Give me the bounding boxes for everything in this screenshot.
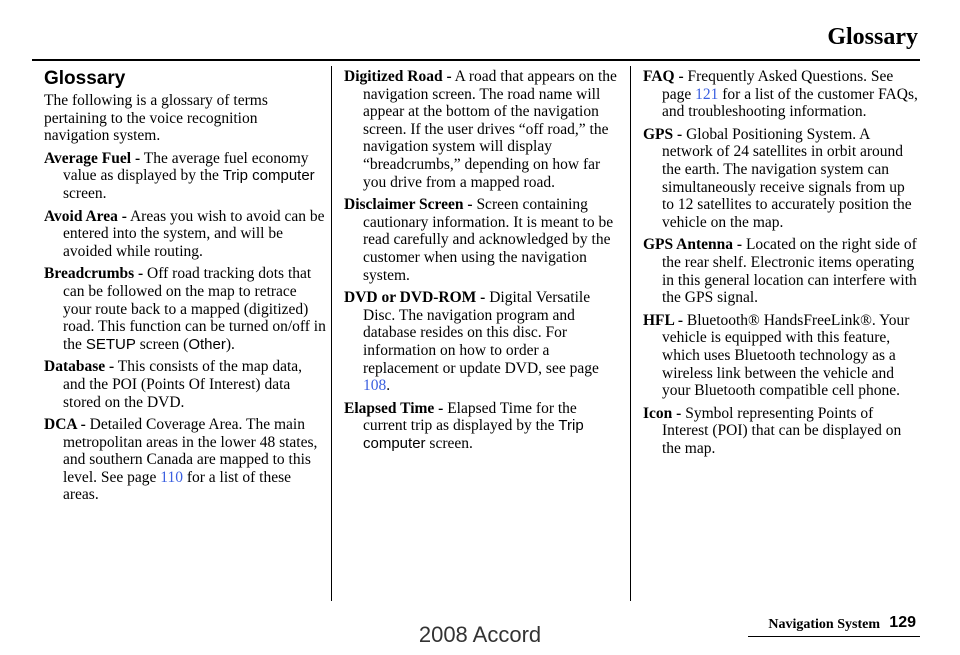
glossary-term: Disclaimer Screen - bbox=[344, 196, 473, 214]
glossary-term: Elapsed Time - bbox=[344, 399, 444, 417]
glossary-term: DCA - bbox=[44, 416, 86, 434]
column-divider-1 bbox=[331, 66, 332, 601]
glossary-entry-icon bbox=[643, 405, 918, 458]
ui-screen-name: Trip computer bbox=[222, 167, 315, 185]
glossary-entry-faq bbox=[643, 68, 918, 121]
glossary-term: DVD or DVD-ROM - bbox=[344, 289, 486, 307]
glossary-term: GPS - bbox=[643, 125, 683, 143]
column-divider-2 bbox=[630, 66, 631, 601]
glossary-term: FAQ - bbox=[643, 68, 684, 85]
page-header-title: Glossary bbox=[827, 24, 918, 50]
watermark: 2008 Accord bbox=[418, 622, 542, 647]
glossary-entry-digitized-road bbox=[344, 68, 620, 191]
definition-text: screen. bbox=[425, 434, 473, 452]
column-1 bbox=[44, 68, 326, 509]
intro-paragraph: The following is a glossary of terms pertaining to the voice recognition navigation system. bbox=[44, 92, 268, 145]
definition-text: screen. bbox=[63, 184, 107, 202]
ui-screen-name: SETUP bbox=[85, 335, 136, 353]
ui-screen-name: Other bbox=[188, 335, 226, 353]
glossary-entry-dca bbox=[44, 416, 326, 504]
definition-text: for a list of these areas. bbox=[63, 468, 291, 504]
definition-text: Off road tracking dots that can be followed on the map to retrace your route back to a mapped (digitized) road. This function can be turned on/off in the bbox=[63, 265, 326, 353]
column-3 bbox=[643, 68, 918, 462]
definition-text: Bluetooth® HandsFreeLink®. Your vehicle is equipped with this feature, which uses Bluetooth technology as a wireless link between the vehicle and your Bluetooth compatible cell phone. bbox=[662, 311, 910, 400]
glossary-term: Avoid Area - bbox=[44, 207, 127, 225]
section-heading: Glossary bbox=[44, 68, 126, 89]
definition-text: A road that appears on the navigation screen. The road name will appear at the bottom of the navigation screen. If the user drives “off road,” the navigation system will display “breadcrumbs,” depending on how far you drive from a mapped road. bbox=[363, 68, 617, 191]
definition-text: Detailed Coverage Area. The main metropolitan areas in the lower 48 states, and southern Canada are mapped to this level. See page bbox=[63, 416, 318, 486]
definition-text: Areas you wish to avoid can be entered into the system, and will be avoided while routing. bbox=[63, 207, 325, 260]
glossary-entry-dvd bbox=[344, 289, 620, 395]
definition-text: Elapsed Time for the current trip as displayed by the bbox=[363, 399, 577, 435]
page-link-108[interactable]: 108 bbox=[363, 377, 387, 395]
definition-text: . bbox=[386, 377, 391, 395]
glossary-term: HFL - bbox=[643, 311, 684, 329]
definition-text: The average fuel economy value as displayed by the bbox=[63, 149, 309, 185]
definition-text: Located on the right side of the rear shelf. Electronic items operating in this general location can interfere with the GPS signal. bbox=[662, 236, 917, 307]
glossary-entry-hfl bbox=[643, 312, 918, 400]
glossary-entry-gps-antenna bbox=[643, 236, 918, 306]
glossary-term: Average Fuel - bbox=[44, 149, 141, 167]
definition-text: Frequently Asked Questions. See page bbox=[662, 68, 894, 103]
glossary-term: Icon - bbox=[643, 404, 682, 422]
page-link-110[interactable]: 110 bbox=[160, 468, 183, 486]
definition-text: Symbol representing Points of Interest (POI) that can be displayed on the map. bbox=[662, 404, 902, 457]
glossary-entry-disclaimer-screen bbox=[344, 196, 620, 284]
definition-text: for a list of the customer FAQs, and troubleshooting information. bbox=[662, 85, 918, 121]
footer-label: Navigation System bbox=[768, 617, 880, 632]
glossary-entry-gps bbox=[643, 126, 918, 232]
definition-text: Screen containing cautionary information. It is meant to be read carefully and acknowledged by the customer when using the navigation system. bbox=[363, 196, 614, 284]
definition-text: screen ( bbox=[135, 335, 189, 353]
glossary-entry-breadcrumbs bbox=[44, 265, 326, 353]
glossary-entry-elapsed-time bbox=[344, 400, 620, 453]
ui-screen-name: Trip computer bbox=[363, 417, 584, 452]
definition-text: ). bbox=[225, 335, 235, 353]
glossary-entry-average-fuel bbox=[44, 150, 326, 203]
glossary-term: Database - bbox=[44, 358, 115, 376]
definition-text: Global Positioning System. A network of 24 satellites in orbit around the earth. The navigation system can simultaneously receive signals from up to 12 satellites to accurately position the vehicle on the map. bbox=[662, 125, 912, 231]
glossary-term: Digitized Road - bbox=[344, 68, 452, 85]
glossary-term: Breadcrumbs - bbox=[44, 265, 144, 283]
page-link-121[interactable]: 121 bbox=[695, 85, 719, 103]
definition-text: Digital Versatile Disc. The navigation program and database resides on this disc. For information on how to order a replacement or update DVD, see page bbox=[363, 289, 599, 377]
column-2 bbox=[344, 68, 620, 457]
glossary-entry-database bbox=[44, 358, 326, 411]
glossary-term: GPS Antenna - bbox=[643, 236, 743, 254]
page-number: 129 bbox=[889, 614, 916, 631]
header-rule bbox=[32, 59, 920, 61]
glossary-entry-avoid-area bbox=[44, 208, 326, 261]
definition-text: This consists of the map data, and the POI (Points Of Interest) data stored on the DVD. bbox=[63, 358, 303, 411]
